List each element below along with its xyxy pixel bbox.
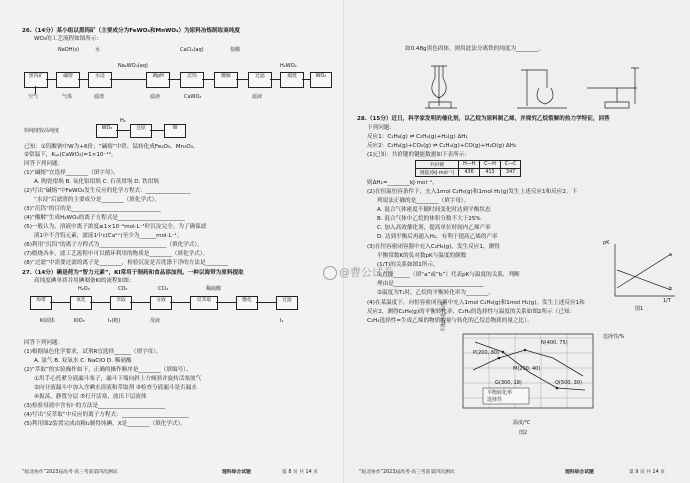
figure-2-point: P(200, 80) [473,350,500,356]
flow-label: Na₂WO₄(aq) [118,63,148,69]
q27-line: A. 氯气 B. 双氧水 C. NaClO D. 稀硝酸 [34,358,132,364]
table-cell: 键能/(kJ·mol⁻¹) [416,169,459,177]
q28-line: (1)已知：共价键的键能数据如下表所示： [367,152,471,158]
figure-2-ylabel: 平衡转化率/% [441,300,447,332]
q26-line: “水浸”后滤渣的主要成分是________（填化学式）。 [34,197,161,203]
flow-box: 酸解 [214,72,238,88]
q26-line: (7)煅烧各步，滤工艺流程中可以循环利用的物质是________（填化学式）。 [24,251,209,257]
flow-arrow [130,302,150,303]
figure-1-yaxis: pK [603,240,610,246]
q26-line: A. 陶瓷坩埚 B. 氧化铝坩埚 C. 石英坩埚 D. 铁坩埚 [34,179,159,185]
watermark-logo-icon [323,266,337,280]
right-footer-page: 第 9 页 共 14 页 [629,470,665,475]
flow2-label: 稀硫酸 [206,286,222,292]
figure-2-legend-item: 平衡转化率 [487,390,513,396]
flow-arrow [116,130,130,131]
q27-line: 回答下列问题： [24,340,64,346]
q28-line: (1/T)的关系如图1所示。 [377,262,439,268]
q28-line: (4)在某温度下，向恒容密闭容器中充入1mol C₂H₆(g)和1mol H₂(g)，发生上述反应1和 [367,300,585,306]
figure-1-line-label: a [669,252,673,258]
flow-box: W [164,124,186,138]
q27-line: (2)“萃取”的实验操作如下，正确的操作顺序是________（填编号）。 [24,367,192,373]
table-header-cell: H—H [459,161,480,169]
q27-title: 27.（14分）碘是荷为“智力元素”，KI常用于制药和食品添加剂。一种以海带为原料提取 [22,270,244,276]
q26-line: (4)“酸解”生成H₂WO₄的离子方程式是________________________ [24,215,186,221]
flow-arrow [150,130,164,131]
flow-label: CaCl₂(aq) [180,47,204,53]
q26-line: (5)一般认为，溶液中离子浓度≤1×10⁻⁵mol·L⁻¹时沉淀完全。为了确保滤 [24,224,207,230]
q28-line: 下列问题： [367,125,395,131]
table-header-cell: 共价键 [416,161,459,169]
line-a [617,254,671,288]
flow2-label: I₂(粗) [108,318,121,324]
table-cell: 436 [459,169,480,177]
right-footer-subject: 理科综合试题 [565,470,594,475]
flow2-label: 母液 [150,318,161,324]
flow-label: 滤液 [252,94,263,100]
flow-arrow [90,302,110,303]
left-footer-page: 第 8 页 共 14 页 [282,470,318,475]
flow-label: H₂ [120,118,126,124]
right-page [345,0,690,483]
flow-label: 空气 [28,94,39,100]
flow-box: 碱熔 [56,72,80,88]
q28-title: 28.（15分）近日，科学家发明的催化剂，以乙烷为原料制乙烯，并探究乙烷裂解的热力学特征，回答 [357,116,610,122]
flow-label: 气体 [62,94,73,100]
figure-2-point: G(300, 18) [495,380,522,386]
left-footer: “皖北协作”2023届高考·高三考前第四次测试 [22,470,118,475]
figure-2-caption: 图2 [519,430,528,436]
flow2-box: 萃取 [110,296,132,310]
q27-continuation: 如0.48g黑色固体，则用此法分离铁的纯度为________。 [405,46,545,52]
q26-line: 已知：①钨酸钠中W为+6价；“碱熔”中铁、锰转化成Fe₂O₃、Mn₃O₄。 [24,144,199,150]
flow2-label: CCl₄ [158,286,169,292]
q28-line: 列说法正确的是________（填字母）。 [377,198,470,204]
flow2-box: 海带 [30,296,52,310]
q26-line: ②常温下，Kₛₚ(CaWO₄)=1×10⁻¹⁰。 [24,152,117,158]
left-footer-subject: 理科综合试题 [222,470,251,475]
q27-line: (3)检验母液中含有I⁻的方法是________________________ [24,403,166,409]
flow-label: NaOH(s) [58,47,80,53]
flow-label: 盐酸 [230,47,241,53]
figure-2-legend-item: 选择性 [487,397,503,403]
watermark-text: @曹公试卷 [339,266,394,279]
figure-1-plot [607,240,679,304]
flow2-box: 氧化 [70,296,92,310]
flow-box: 调pH [146,72,170,88]
q26-line: 液1中不含钨元素，滤液1中c(Ca²⁺)至少为______mol·L⁻¹。 [34,233,183,239]
q26-title-line2: WO₃的工艺流程如图所示： [34,36,103,42]
flow-label: 滤渣 [94,94,105,100]
flow-arrow [236,79,248,80]
q26-line: (2)写出“碱熔”中FeWO₄发生反应的化学方程式：________________ [24,188,191,194]
flow-arrow [168,79,180,80]
flow-arrow [270,79,280,80]
flow2-label: KIO₃ [74,318,85,324]
flow-box: 沉钨 [180,72,204,88]
q28-line: 反应2：C₂H₆(g)+CO₂(g) ⇌ C₂H₄(g)+CO(g)+H₂O(g) ΔH₂ [367,143,517,149]
flow-arrow [202,79,214,80]
flow-label: H₂WO₄ [280,63,297,69]
flow-arrow [35,86,36,94]
flow-arrow [256,302,276,303]
q28-line: 则ΔH₁=________kJ·mol⁻¹。 [367,180,438,186]
figure-2-plot [453,328,603,418]
line-b [617,270,671,290]
figure-2-y2label: 选择性/% [603,334,625,340]
q28-line: C₂H₄选择性=生成乙烯的物质的量与转化的乙烷总物质的量之比）。 [367,318,533,324]
flow-label: 滤液 [150,94,161,100]
q28-line: 反应2，测得C₂H₆(g)的平衡转化率、C₂H₄的选择性与温度的关系如图2所示（已知： [367,309,576,315]
q28-line: C. 加入高效催化剂，提高单位时间内乙烯产率 [377,225,491,231]
q26-line: (1)“碱熔”宜选择________（填字母）。 [24,170,119,176]
table-header-cell: C—H [480,161,501,169]
flow2-label: CO₂ [118,286,128,292]
q27-line: (1)根据绿色化学要求，试剂R宜选择______（填字母）。 [24,349,162,355]
flow-label: 钨纯度较高纯度 [24,128,60,134]
q27-line: ①用手心托紧分液漏斗塞子，漏斗下端向斜上方倾斜并旋转活塞放气 [34,376,202,382]
flow2-box: 过滤 [276,296,298,310]
flow-arrow [46,79,56,80]
q28-line: ②温度为T₁时，乙烷的平衡转化率为________。 [377,290,494,296]
table-cell: 413 [480,169,501,177]
flow-label: 水 [95,47,101,53]
flow-box: 还原 [130,124,152,138]
figure-2-point: Q(500, 30) [555,380,582,386]
q28-line: (3)在恒容密闭容器中充入C₂H₆(g)，发生反应1，测得 [367,244,500,250]
flow-arrow [78,79,88,80]
q27-line: (5)利用图2装置完成由粗I₂制得纯碘，X是________（填化学式）。 [24,421,186,427]
flow-box: 黑钨矿 [24,72,48,88]
flow-box: 煅烧 [280,72,304,88]
flow-box: 过滤 [248,72,272,88]
flow-box: WO₃ [310,72,332,88]
flow-arrow [216,302,236,303]
flow-arrow [50,302,70,303]
figure-1-xaxis: 1/T [663,298,671,304]
flow-label: CaWO₄ [184,94,202,100]
q28-line: B. 混合气体中乙烷的体积分数不大于25% [377,216,481,222]
apparatus-figure [417,58,657,112]
flow-arrow [170,302,190,303]
flow2-label: H₂O₂ [78,286,90,292]
q28-line: D. 达到平衡后再通入H₂，有利于提高乙烯的产率 [377,234,498,240]
table-header-cell: C—C [500,161,521,169]
figure-2-point: M(200, 40) [513,366,541,372]
flow-arrow [302,79,310,80]
q28-line: 平衡常数K的负对数pK与温度的倒数 [377,253,467,259]
q26-line: (3)“沉钨”的目的是________________________________ [24,206,161,212]
flow2-box: 酸化 [236,296,258,310]
q28-line: ①直线______（填“a”或“b”）代表pK与温度的关系，判断 [377,272,520,278]
q27-line: (4)写出“反萃取”中反应的离子方程式：________________________ [24,412,189,418]
q28-line: 理由是________________________________ [377,281,484,287]
table-cell: 347 [500,169,521,177]
flow2-box: 反萃取 [190,296,218,310]
flow-box: WO₃ [96,124,118,138]
q27-line: ④振荡，静置分层 ⑤打开活塞，放出下层液体 [34,394,147,400]
flow2-label: KI固体 [40,318,55,324]
q28-line: 反应1：C₂H₆(g) ⇌ C₂H₄(g)+H₂(g) ΔH₁ [367,134,468,140]
q26-line: (6)利用“沉钨”的离子方程式为________________________（填化学式）。 [24,242,203,248]
flow2-box: 分液 [150,296,172,310]
q26-title: 26.（14分）某小组以黑钨矿（主要成分为FeWO₄和MnWO₄）为原料冶炼制取高纯度 [22,28,241,34]
q28-line: A. 混合气体密度不随时间变化时达到平衡状态 [377,207,491,213]
flow-arrow [110,79,146,80]
flow2-label: I₂ [280,318,284,324]
bond-energy-table [415,160,521,177]
q27-line: ②向分液漏斗中加入含碘水溶液和萃取剂 ③检查分液漏斗是否漏水 [34,385,197,391]
flow-box: 水浸 [88,72,112,88]
q26-line: (8)“过滤”中需要过滤的离子是________，检验沉淀是否洗涤干净的方法是________ [24,260,228,266]
right-footer: “皖北协作”2023届高考·高三考前第四次测试 [359,470,455,475]
q26-line: 回答下列问题： [24,161,64,167]
q27-title-line2: 高纯度碘单质并用碘制备KI的流程如图： [34,278,135,284]
figure-1-caption: 图1 [635,306,644,312]
figure-1-line-label: b [669,286,673,292]
figure-2-point: N(400, 75) [541,340,568,346]
figure-2-xlabel: 温度/℃ [513,420,531,426]
q28-line: (2)在恒温恒容条件下，充入1mol C₂H₆(g)和1mol H₂(g)发生上述反应1和反应2。下 [367,189,578,195]
